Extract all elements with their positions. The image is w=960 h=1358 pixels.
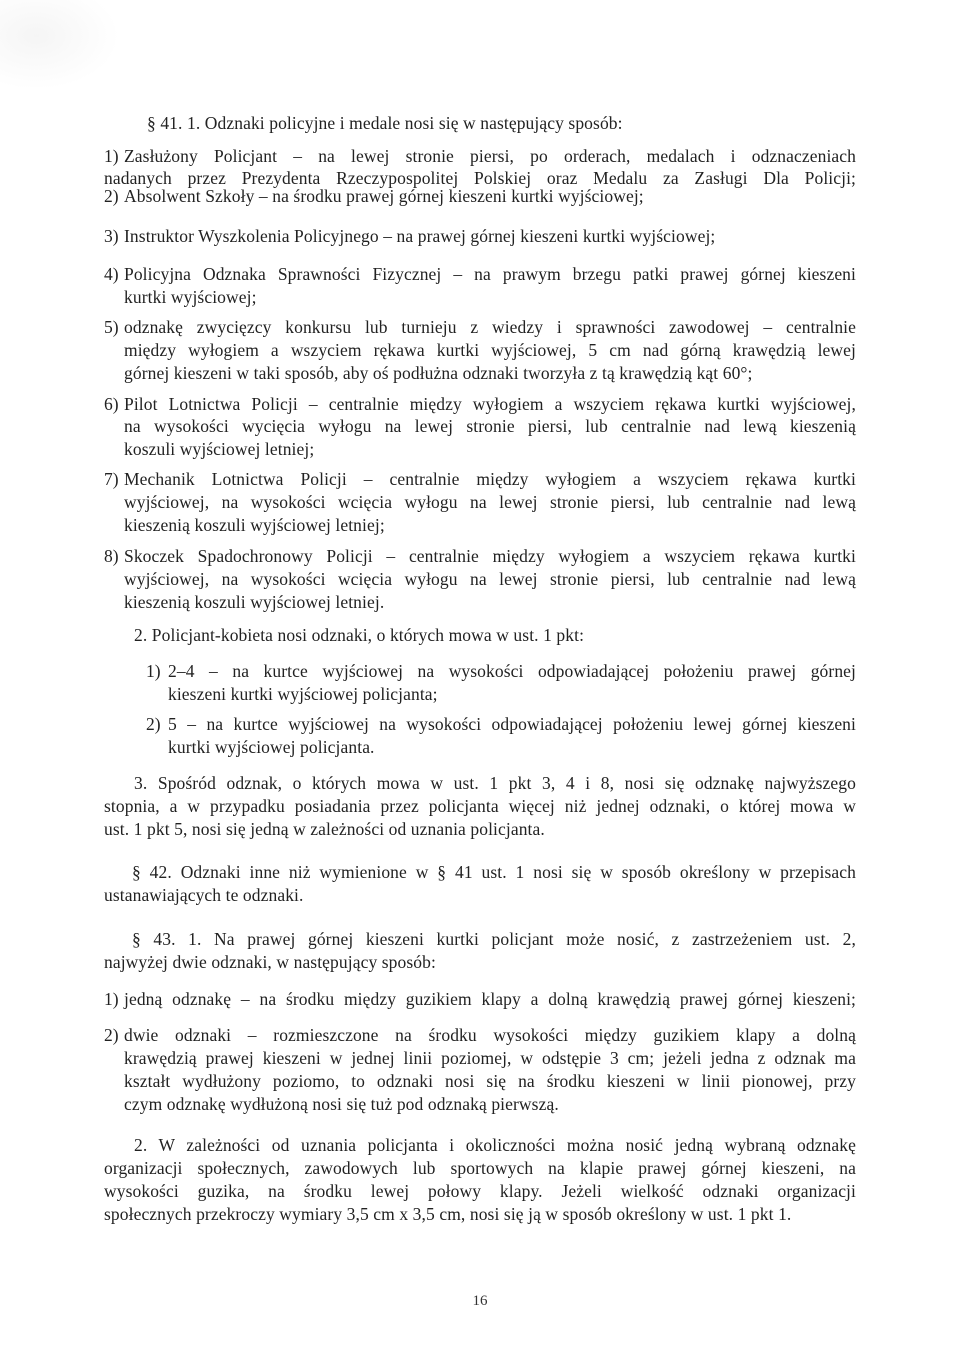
- item-text: nadanych przez Prezydenta Rzeczypospolitej Polskiej oraz Medalu za Zasługi Dla Policji;: [104, 168, 856, 188]
- paragraph-text: ust. 1 pkt 5, nosi się jedną w zależności od uznania policjanta.: [104, 819, 545, 839]
- section-42-text: ustanawiających te odznaki.: [104, 885, 304, 905]
- item-text: kurtki wyjściowej;: [124, 287, 257, 307]
- item-number: 6): [104, 394, 119, 414]
- paragraph-text: społecznych przekroczy wymiary 3,5 cm x 3,5 cm, nosi się ją w sposób określony w ust. 1 pkt 1.: [104, 1204, 792, 1224]
- item-text: na wysokości wycięcia wyłogu na lewej stronie piersi, lub centralnie nad lewą kieszenią: [124, 416, 856, 436]
- section-41-heading: § 41. 1. Odznaki policyjne i medale nosi się w następujący sposób:: [147, 113, 623, 133]
- item-number: 1): [104, 146, 119, 166]
- item-text: kieszenią koszuli wyjściowej letniej.: [124, 592, 385, 612]
- item-number: 4): [104, 264, 119, 284]
- subitem-text: kurtki wyjściowej policjanta.: [168, 737, 375, 757]
- subitem-text: 5 – na kurtce wyjściowej na wysokości odpowiadającej położeniu lewej górnej kieszeni: [168, 714, 856, 734]
- item-number: 5): [104, 317, 119, 337]
- scan-smudge: [0, 0, 120, 90]
- item-text: wyjściowej, na wysokości wcięcia wyłogu na lewej stronie piersi, lub centralnie nad lewą: [124, 492, 856, 512]
- item-text: Zasłużony Policjant – na lewej stronie piersi, po orderach, medalach i odznaczeniach: [124, 146, 856, 166]
- subitem-number: 1): [146, 661, 161, 681]
- item-text: dwie odznaki – rozmieszczone na środku wysokości między guzikiem klapy a dolną: [124, 1025, 856, 1045]
- item-text: Instruktor Wyszkolenia Policyjnego – na prawej górnej kieszeni kurtki wyjściowej;: [124, 226, 716, 246]
- section-42-text: § 42. Odznaki inne niż wymienione w § 41 ust. 1 nosi się w sposób określony w przepisach: [132, 862, 856, 882]
- item-text: czym odznakę wydłużoną nosi się tuż pod odznaką pierwszą.: [124, 1094, 559, 1114]
- item-text: Absolwent Szkoły – na środku prawej górnej kieszeni kurtki wyjściowej;: [124, 186, 644, 206]
- paragraph-text: 2. W zależności od uznania policjanta i okoliczności można nosić jedną wybraną odznakę: [134, 1135, 856, 1155]
- paragraph-text: 3. Spośród odznak, o których mowa w ust. 1 pkt 3, 4 i 8, nosi się odznakę najwyższego: [134, 773, 856, 793]
- item-text: Policyjna Odznaka Sprawności Fizycznej – na prawym brzegu patki prawej górnej kieszeni: [124, 264, 856, 284]
- section-43-text: najwyżej dwie odznaki, w następujący sposób:: [104, 952, 436, 972]
- item-text: odznakę zwycięzcy konkursu lub turnieju z wiedzy i sprawności zawodowej – centralnie: [124, 317, 856, 337]
- subitem-number: 2): [146, 714, 161, 734]
- item-number: 1): [104, 989, 119, 1009]
- item-text: górnej kieszeni w taki sposób, aby oś podłużna odznaki tworzyła z tą krawędzią kąt 60°;: [124, 363, 753, 383]
- item-number: 8): [104, 546, 119, 566]
- item-number: 3): [104, 226, 119, 246]
- paragraph-text: wysokości guzika, na środku lewej połowy klapy. Jeżeli wielkość odznaki organizacji: [104, 1181, 856, 1201]
- item-number: 2): [104, 186, 119, 206]
- item-text: krawędzią prawej kieszeni w jednej linii poziomej, w odstępie 3 cm; jeżeli jedna z odznak ma: [124, 1048, 856, 1068]
- section-43-heading: § 43. 1. Na prawej górnej kieszeni kurtki policjant może nosić, z zastrzeżeniem ust. 2,: [132, 929, 856, 949]
- subitem-text: kieszeni kurtki wyjściowej policjanta;: [168, 684, 438, 704]
- page-number: 16: [472, 1293, 488, 1309]
- paragraph-text: stopnia, a w przypadku posiadania przez policjanta więcej niż jednej odznaki, o której mowa w: [104, 796, 856, 816]
- paragraph-text: organizacji społecznych, zawodowych lub sportowych na klapie prawej górnej kieszeni, na: [104, 1158, 856, 1178]
- item-text: wyjściowej, na wysokości wcięcia wyłogu na lewej stronie piersi, lub centralnie nad lewą: [124, 569, 856, 589]
- item-text: Mechanik Lotnictwa Policji – centralnie między wyłogiem a wszyciem rękawa kurtki: [124, 469, 856, 489]
- item-text: kształt wydłużony poziomo, to odznaki nosi się na środku kieszeni w linii pionowej, przy: [124, 1071, 856, 1091]
- item-number: 2): [104, 1025, 119, 1045]
- subitem-text: 2–4 – na kurtce wyjściowej na wysokości odpowiadającej położeniu prawej górnej: [168, 661, 856, 681]
- item-text: jedną odznakę – na środku między guzikiem klapy a dolną krawędzią prawej górnej kieszeni;: [124, 989, 856, 1009]
- item-text: między wyłogiem a wszyciem rękawa kurtki wyjściowej, 5 cm nad górną krawędzią lewej: [124, 340, 856, 360]
- item-text: Skoczek Spadochronowy Policji – centralnie między wyłogiem a wszyciem rękawa kurtki: [124, 546, 856, 566]
- item-number: 7): [104, 469, 119, 489]
- item-text: koszuli wyjściowej letniej;: [124, 439, 315, 459]
- item-text: kieszenią koszuli wyjściowej letniej;: [124, 515, 385, 535]
- paragraph-heading: 2. Policjant-kobieta nosi odznaki, o których mowa w ust. 1 pkt:: [134, 625, 585, 645]
- item-text: Pilot Lotnictwa Policji – centralnie między wyłogiem a wszyciem rękawa kurtki wyjściowej,: [124, 394, 856, 414]
